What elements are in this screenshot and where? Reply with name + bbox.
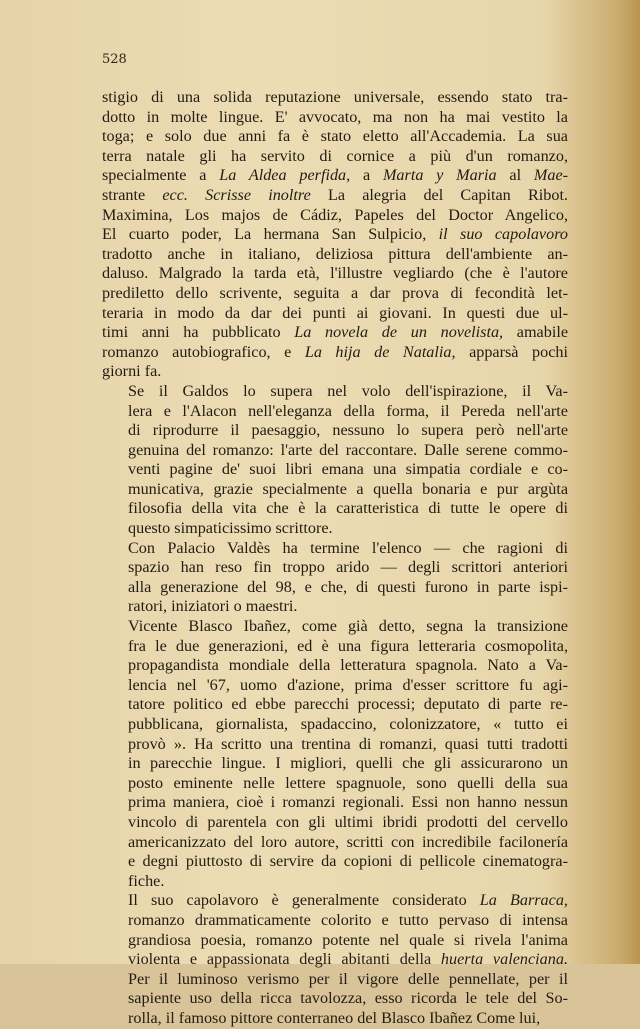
text-line: dotto in molte lingue. E' avvocato, ma non ha mai vestito la — [102, 107, 568, 126]
text-line: daluso. Malgrado la tarda età, l'illustre vegliardo (che è l'autore — [102, 264, 568, 283]
text-line: specialmente a La Aldea perfida, a Marta y Maria al Mae- — [102, 166, 568, 185]
text-line: lencia nel '67, uomo d'azione, prima d'esser scrittore fu agi- — [128, 675, 568, 694]
text-line: ratori, iniziatori o maestri. — [128, 597, 298, 616]
text-line: americanizzato del loro autore, scritti con incredibile facilonería — [128, 832, 568, 851]
text-line: grandiosa poesia, romanzo potente nel quale si rivela l'anima — [128, 930, 568, 949]
text-line: fra le due generazioni, ed è una figura letteraria cosmopolita, — [128, 636, 568, 655]
text-line: spazio han reso fin troppo arido — degli scrittori anteriori — [128, 558, 568, 577]
text-line: prediletto dello scrivente, seguita a dar prova di fecondità let- — [102, 283, 568, 302]
text-line: questo simpaticissimo scrittore. — [128, 519, 333, 538]
text-line: giorni fa. — [102, 362, 162, 381]
text-line: timi anni ha pubblicato La novela de un novelista, amabile — [102, 323, 568, 342]
text-line: tatore politico ed ebbe parecchi processi; deputato di parte re- — [128, 695, 568, 714]
text-line: venti pagine de' suoi libri emana una simpatia cordiale e co- — [128, 460, 568, 479]
text-line: Per il luminoso verismo per il vigore delle pennellate, per il — [128, 969, 568, 988]
page-number: 528 — [102, 52, 127, 67]
text-line: romanzo drammaticamente colorito e tutto pervaso di intensa — [128, 910, 568, 929]
text-line: genuina del romanzo: l'arte del raccontare. Dalle serene commo- — [128, 440, 568, 459]
text-line: tradotto anche in italiano, deliziosa pittura dell'ambiente an- — [102, 244, 568, 263]
text-line: teraria in modo da dar dei punti ai giovani. In questi due ul- — [102, 303, 568, 322]
text-line: stigio di una solida reputazione universale, essendo stato tra- — [102, 88, 568, 106]
text-line: e degni piuttosto di servire da copioni di pellicole cinematogra- — [128, 852, 568, 871]
text-line: violenta e appassionata degli abitanti della huerta valenciana. — [128, 950, 568, 969]
text-line: Il suo capolavoro è generalmente considerato La Barraca, — [128, 891, 568, 910]
text-line: provò ». Ha scritto una trentina di romanzi, quasi tutti tradotti — [128, 734, 568, 753]
text-line: terra natale gli ha servito di cornice a più d'un romanzo, — [102, 146, 568, 165]
text-line: alla generazione del 98, e che, di questi furono in parte ispi- — [128, 577, 568, 596]
text-line: lera e l'Alacon nell'eleganza della forma, il Pereda nell'arte — [128, 401, 568, 420]
paragraph — [102, 617, 568, 891]
text-line: Con Palacio Valdès ha termine l'elenco — che ragioni di — [128, 538, 568, 557]
text-line: fiche. — [128, 871, 165, 890]
paragraph — [102, 88, 568, 382]
text-line: propagandista mondiale della letteratura spagnola. Nato a Va- — [128, 656, 568, 675]
text-line: pubblicana, giornalista, spadaccino, colonizzatore, « tutto ei — [128, 715, 568, 733]
text-line: romanzo autobiografico, e La hija de Natalia, apparsà pochi — [102, 342, 568, 361]
text-line: vincolo di parentela con gli ultimi ibridi prodotti del cervello — [128, 812, 568, 831]
text-line: in parecchie lingue. I migliori, quelli che gli assicurarono un — [128, 754, 568, 773]
body-text — [102, 88, 568, 1029]
text-line: El cuarto poder, La hermana San Sulpicio, il suo capolavoro — [102, 225, 568, 244]
text-line: Se il Galdos lo supera nel volo dell'ispirazione, il Va- — [128, 381, 568, 400]
text-line: municativa, grazie specialmente a quella bonaria e pur argùta — [128, 479, 568, 498]
text-line: sapiente uso della ricca tavolozza, esso ricorda le tele del So- — [128, 989, 568, 1008]
text-line: rolla, il famoso pittore conterraneo del Blasco Ibañez Come lui, — [128, 1008, 541, 1027]
paragraph — [102, 382, 568, 539]
paragraph — [102, 539, 568, 617]
text-line: filosofia della vita che è la caratteristica di tutte le opere di — [128, 499, 568, 518]
text-line: di riprodurre il paesaggio, nessuno lo supera però nell'arte — [128, 421, 568, 440]
text-line: prima maniera, cioè i romanzi regionali. Essi non hanno nessun — [128, 793, 568, 812]
text-line: Vicente Blasco Ibañez, come già detto, segna la transizione — [128, 617, 568, 636]
text-line: Maximina, Los majos de Cádiz, Papeles del Doctor Angelico, — [102, 205, 568, 224]
paragraph — [102, 891, 568, 1028]
text-line: posto eminente nelle lettere spagnuole, sono quelli della sua — [128, 773, 568, 792]
text-line: toga; e solo due anni fa è stato eletto all'Accademia. La sua — [102, 127, 568, 146]
text-line: strante ecc. Scrisse inoltre La alegria del Capitan Ribot. — [102, 185, 568, 204]
